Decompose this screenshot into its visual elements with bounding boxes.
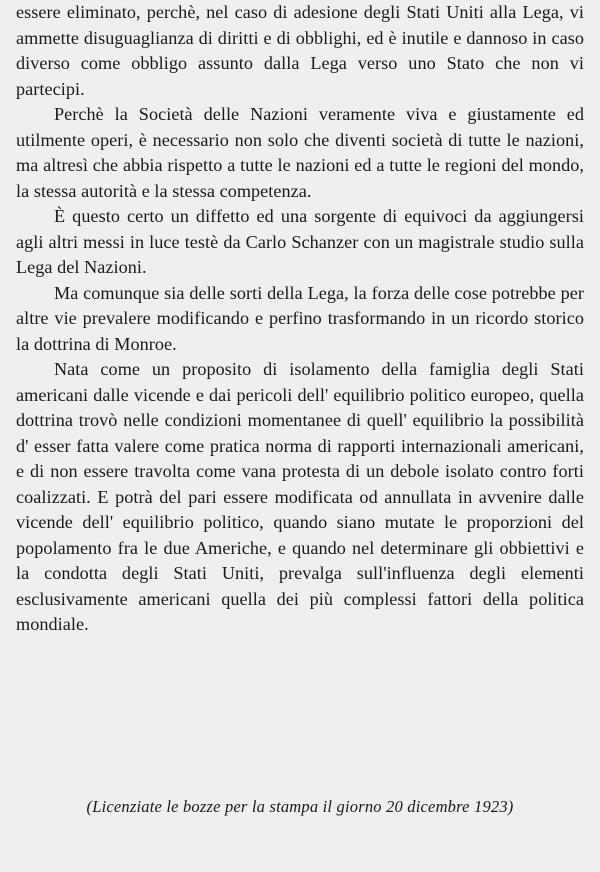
paragraph-3: È questo certo un diffetto ed una sorgente di equivoci da aggiungersi agli altri messi in luce testè da Carlo Schanzer con un magistrale studio sulla Lega del Nazioni. xyxy=(16,206,584,277)
paragraph-5: Nata come un proposito di isolamento della famiglia degli Stati americani dalle vicende e dai pericoli dell' equilibrio politico europeo, quella dottrina trovò nelle condizioni momentanee di quell' equilibrio la possibilità d' esser fatta valere come pratica norma di rapporti internazionali americani, e di non essere travolta come vana protesta di un debole isolato contro forti coalizzati. E potrà del pari essere modificata od annullata in avvenire dalle vicende dell' equilibrio politico, quando siano mutate le proporzioni del popolamento fra le due Americhe, e quando nel determinare gli obbiettivi e la condotta degli Stati Uniti, prevalga sull'influenza degli elementi esclusivamente americani quella dei più complessi fattori della politica mondiale. xyxy=(16,359,584,634)
printing-note: (Licenziate le bozze per la stampa il giorno 20 dicembre 1923) xyxy=(86,797,514,816)
body-text xyxy=(16,0,584,638)
paragraph-4: Ma comunque sia delle sorti della Lega, la forza delle cose potrebbe per altre vie prevalere modificando e perfino trasformando in un ricordo storico la dottrina di Monroe. xyxy=(16,282,584,354)
paragraph-2: Perchè la Società delle Nazioni veramente viva e giustamente ed utilmente operi, è necessario non solo che diventi società di tutte le nazioni, ma altresì che abbia rispetto a tutte le nazioni ed a tutte le regioni del mondo, la stessa autorità e la stessa competenza. xyxy=(16,104,584,201)
paragraph-1: essere eliminato, perchè, nel caso di adesione degli Stati Uniti alla Lega, vi ammette disuguaglianza di diritti e di obblighi, ed è inutile e dannoso in caso diverso come obbligo assunto dalla Lega verso uno Stato che non vi partecipi. xyxy=(16,2,584,99)
